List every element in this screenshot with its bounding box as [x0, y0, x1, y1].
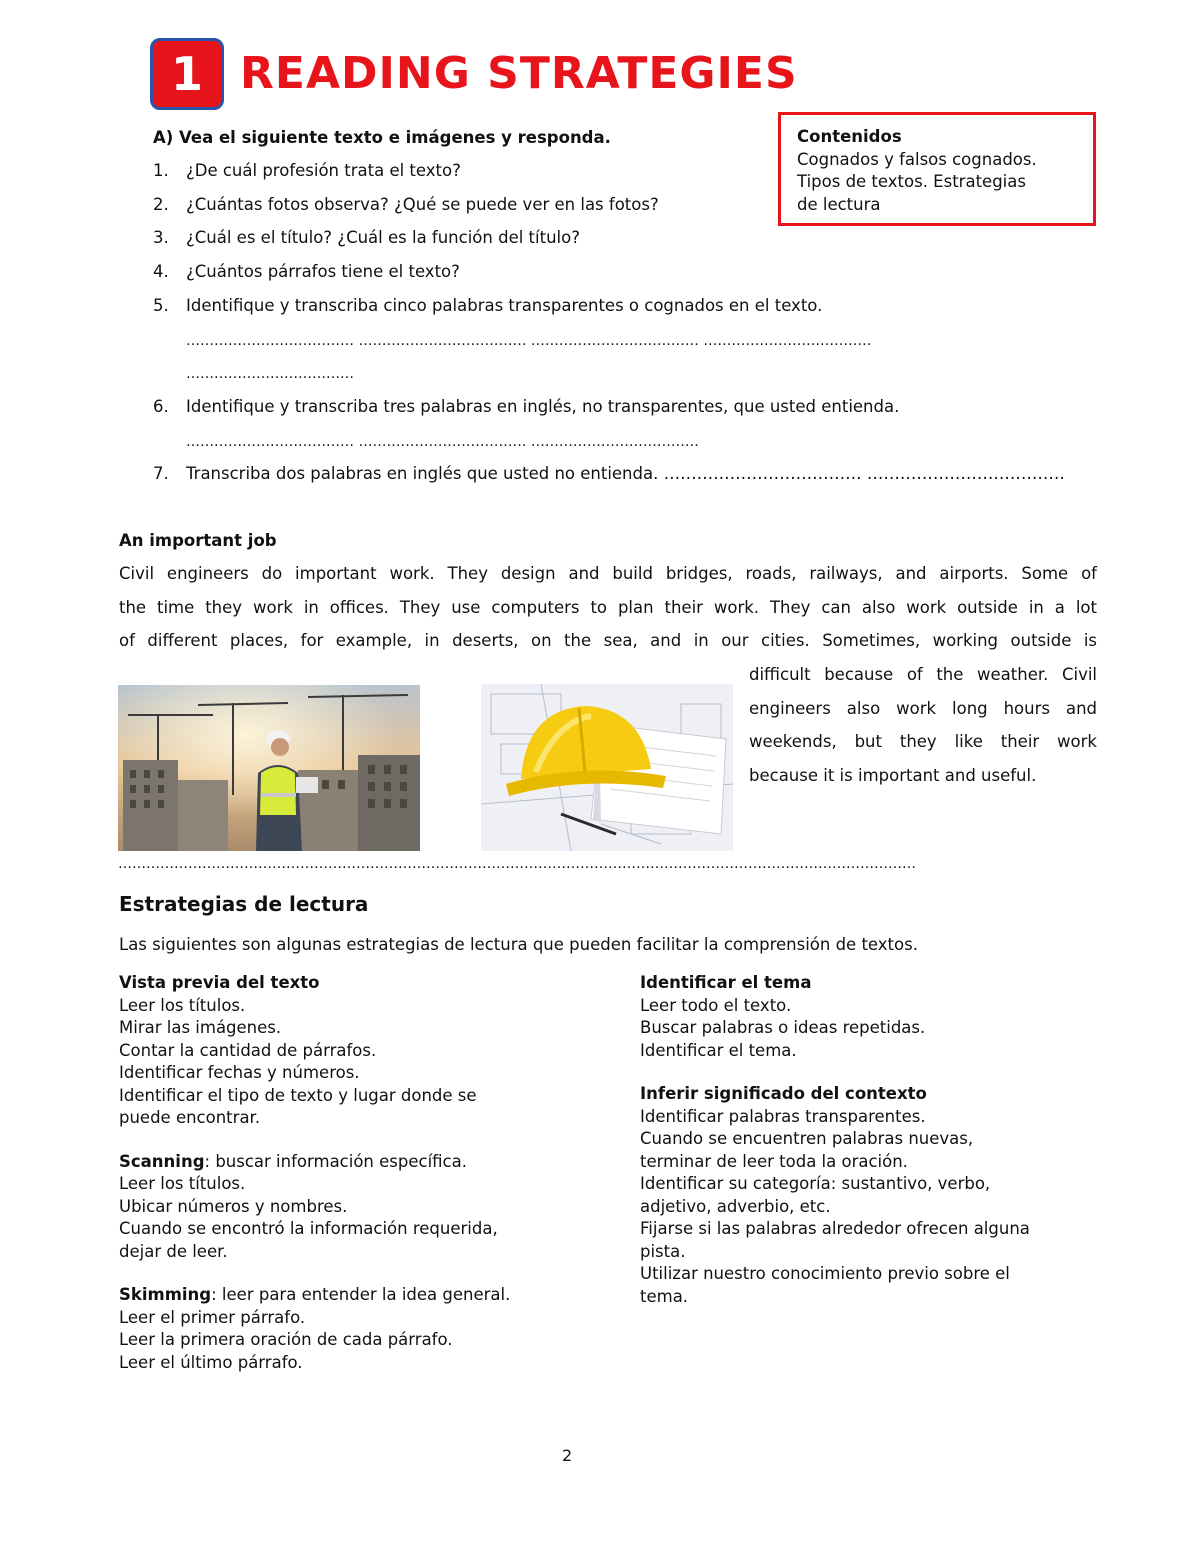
strategy-item: Leer el primer párrafo. — [119, 1307, 306, 1327]
strategy-item: dejar de leer. — [119, 1241, 228, 1261]
answer-blank[interactable]: ……………………………… — [186, 366, 354, 382]
reading-line: of different places, for example, in deserts, on the sea, and in our cities. Sometimes, working outside is — [119, 631, 1097, 650]
strategy-item: adjetivo, adverbio, etc. — [640, 1196, 831, 1216]
strategies-left-column — [119, 972, 510, 1374]
strategy-item: Utilizar nuestro conocimiento previo sobre el — [640, 1264, 1010, 1283]
page-number: 2 — [562, 1446, 573, 1465]
reading-line: the time they work in offices. They use computers to plan their work. They can also work outside in a lot — [119, 597, 1097, 617]
question-number: 5. — [153, 296, 169, 315]
question-number: 4. — [153, 262, 169, 281]
question-text: Transcriba dos palabras en inglés que usted no entienda. ……………………………… ……………………………… — [186, 464, 1065, 483]
reading-line: difficult because of the weather. Civil — [749, 665, 1097, 684]
strategy-item: Identificar su categoría: sustantivo, verbo, — [640, 1174, 991, 1193]
strategy-item: terminar de leer toda la oración. — [640, 1151, 908, 1171]
question-text: Identifique y transcriba cinco palabras transparentes o cognados en el texto. — [186, 296, 823, 315]
page-title: READING STRATEGIES — [240, 48, 798, 99]
reading-line: because it is important and useful. — [749, 765, 1037, 785]
question-text: ¿Cuántos párrafos tiene el texto? — [186, 262, 460, 281]
strategy-item: Cuando se encuentren palabras nuevas, — [640, 1129, 974, 1148]
strategy-item: Identificar el tema. — [640, 1040, 797, 1060]
unit-number-badge: 1 — [150, 38, 224, 110]
contents-line: de lectura — [797, 194, 881, 214]
reading-line: engineers also work long hours and — [749, 698, 1097, 718]
section-separator: ……………………………………………………………………………………………………………………………………………………… — [118, 856, 916, 872]
strategy-item: Buscar palabras o ideas repetidas. — [640, 1018, 926, 1037]
strategy-item: Leer la primera oración de cada párrafo. — [119, 1330, 453, 1349]
strategy-item: Ubicar números y nombres. — [119, 1196, 348, 1216]
question-number: 2. — [153, 195, 169, 214]
question-text: ¿Cuál es el título? ¿Cuál es la función del título? — [186, 228, 580, 247]
strategy-item: Fijarse si las palabras alrededor ofrecen alguna — [640, 1219, 1030, 1238]
contents-box — [778, 112, 1096, 226]
strategies-right-column — [640, 972, 1030, 1308]
strategy-item: tema. — [640, 1286, 689, 1306]
question-text: Identifique y transcriba tres palabras en inglés, no transparentes, que usted entienda. — [186, 397, 900, 416]
strategies-intro: Las siguientes son algunas estrategias de lectura que pueden facilitar la comprensión de textos. — [119, 935, 918, 954]
strategy-item: Contar la cantidad de párrafos. — [119, 1040, 377, 1060]
skimming-term: Skimming — [119, 1285, 212, 1304]
strategy-item: Mirar las imágenes. — [119, 1018, 282, 1037]
strategy-item: Identificar palabras transparentes. — [640, 1106, 926, 1126]
strategy-item: Cuando se encontró la información requerida, — [119, 1219, 498, 1238]
strategy-item: Identificar el tipo de texto y lugar donde se — [119, 1085, 477, 1105]
scanning-heading — [119, 1151, 510, 1174]
preview-title: Vista previa del texto — [119, 973, 320, 992]
context-title: Inferir significado del contexto — [640, 1084, 927, 1103]
strategies-title: Estrategias de lectura — [119, 892, 369, 916]
question-number: 1. — [153, 161, 169, 180]
reading-paragraph — [119, 557, 1097, 658]
helmet-blueprint-photo — [481, 684, 733, 851]
skimming-heading — [119, 1284, 510, 1307]
question-number: 3. — [153, 228, 169, 247]
question-text: ¿Cuántas fotos observa? ¿Qué se puede ver en las fotos? — [186, 195, 659, 214]
activity-instruction: A) Vea el siguiente texto e imágenes y responda. — [153, 128, 611, 147]
answer-blank[interactable]: ……………………………… ……………………………… ……………………………… — [186, 434, 699, 450]
contents-line: Tipos de textos. Estrategias — [797, 172, 1026, 191]
reading-title: An important job — [119, 531, 277, 550]
question-text: ¿De cuál profesión trata el texto? — [186, 161, 461, 180]
engineer-construction-photo — [118, 685, 420, 851]
strategy-item: pista. — [640, 1241, 686, 1261]
question-number: 6. — [153, 397, 169, 416]
topic-title: Identificar el tema — [640, 973, 812, 992]
contents-title: Contenidos — [797, 127, 902, 146]
strategy-item: Leer los títulos. — [119, 995, 246, 1015]
question-number: 7. — [153, 464, 169, 483]
scanning-definition: : buscar información específica. — [204, 1151, 467, 1171]
scanning-term: Scanning — [119, 1151, 205, 1171]
strategy-item: Leer los títulos. — [119, 1174, 246, 1193]
reading-line: Civil engineers do important work. They design and build bridges, roads, railways, and airports. Some of — [119, 564, 1097, 583]
strategy-item: Identificar fechas y números. — [119, 1063, 360, 1082]
reading-paragraph-right — [749, 658, 1097, 792]
answer-blank[interactable]: ……………………………… ……………………………… ……………………………… ……………………………… — [186, 333, 872, 349]
strategy-item: Leer todo el texto. — [640, 995, 792, 1015]
reading-line: weekends, but they like their work — [749, 732, 1097, 751]
strategy-item: Leer el último párrafo. — [119, 1352, 303, 1372]
strategy-item: puede encontrar. — [119, 1108, 261, 1127]
contents-line: Cognados y falsos cognados. — [797, 149, 1037, 169]
skimming-definition: : leer para entender la idea general. — [211, 1285, 511, 1304]
